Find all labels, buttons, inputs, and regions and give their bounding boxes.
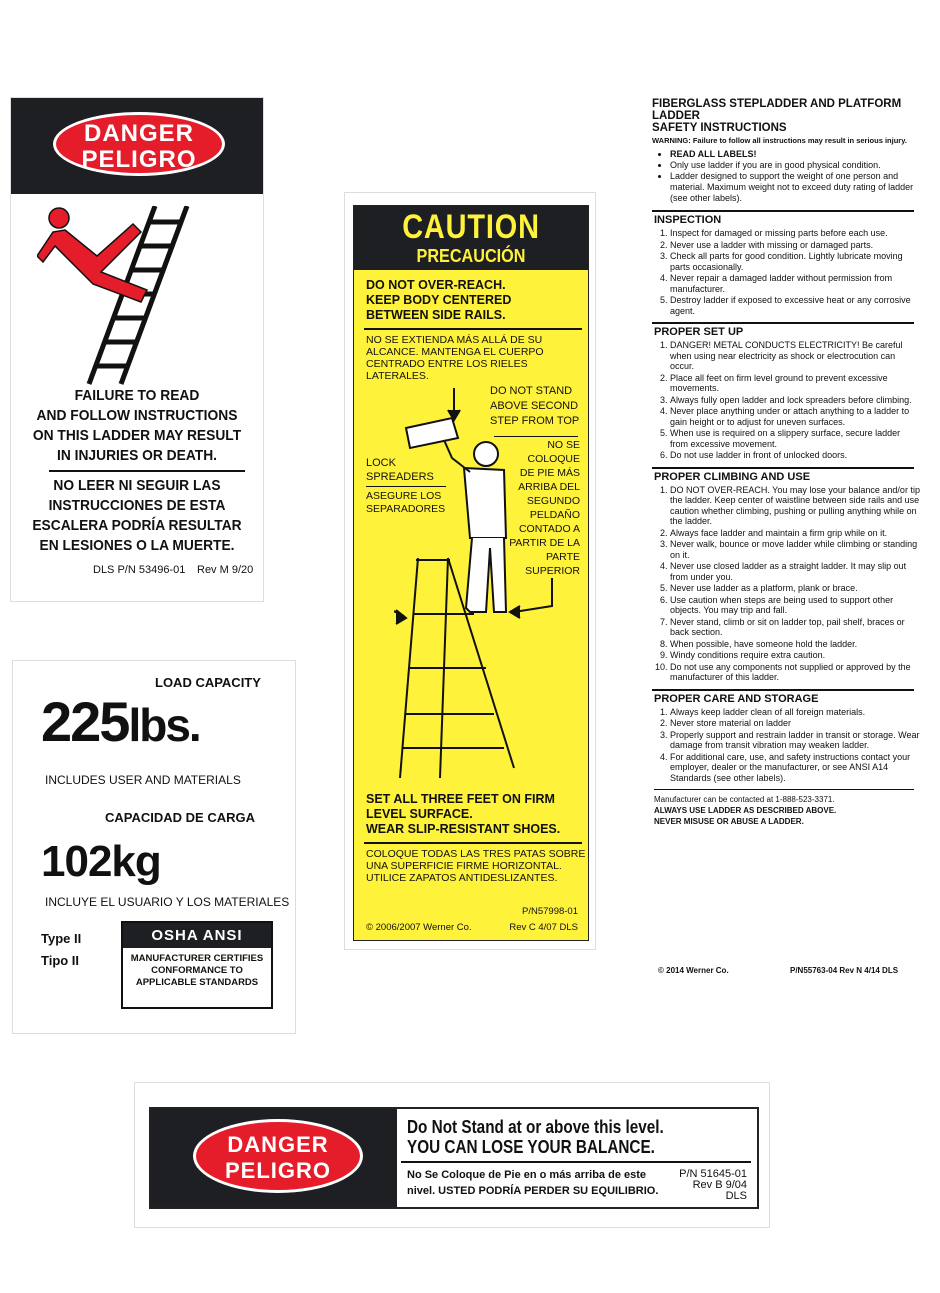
lbs-unit: lbs. <box>128 699 200 751</box>
load-capacity-title: LOAD CAPACITY <box>155 675 261 690</box>
section-heading: INSPECTION <box>654 214 722 226</box>
capacidad-title: CAPACIDAD DE CARGA <box>105 810 255 825</box>
list-item: 3. Never walk, bounce or move ladder while climbing or standing on it. <box>670 539 920 560</box>
text-line: SET ALL THREE FEET ON FIRM <box>366 792 555 806</box>
danger-label <box>10 97 264 602</box>
text-line: ALCANCE. MANTENGA EL CUERPO <box>366 346 544 358</box>
text-line: ARRIBA DEL <box>518 481 580 493</box>
danger-strip-header <box>151 1109 397 1207</box>
section-heading: PROPER SET UP <box>654 326 744 338</box>
text-line: UNA SUPERFICIE FIRME HORIZONTAL. <box>366 860 562 872</box>
text-line: NEVER MISUSE OR ABUSE A LADDER. <box>654 817 804 826</box>
text-line: STEP FROM TOP <box>490 415 580 427</box>
text-line: FAILURE TO READ <box>74 387 200 404</box>
danger-word: DANGER <box>227 1132 329 1157</box>
list-item: 1. Always keep ladder clean of all foreign materials. <box>670 707 920 718</box>
section-heading: PROPER CARE AND STORAGE <box>654 692 819 705</box>
text-line: ON THIS LADDER MAY RESULT <box>32 427 242 444</box>
caution-panel <box>353 205 589 941</box>
text-line: NO SE EXTIENDA MÁS ALLÁ DE SU <box>366 334 543 346</box>
peligro-word: PELIGRO <box>224 1158 331 1183</box>
no-stand-text <box>490 384 579 429</box>
list-item: 2. Never use a ladder with missing or damaged parts. <box>670 240 920 251</box>
danger-strip-frame <box>149 1107 759 1209</box>
list-item: 6. Do not use ladder in front of unlocked doors. <box>670 450 920 461</box>
part-number: P/N57998-01 <box>522 906 578 917</box>
kg-number: 102 <box>41 837 112 886</box>
text-line: ASEGURE LOS <box>366 490 442 502</box>
text-line: ABOVE SECOND <box>490 400 579 412</box>
list-item: 5. Destroy ladder if exposed to excessive heat or any corrosive agent. <box>670 295 920 316</box>
list-item: 5. When use is required on a slippery surface, secure ladder from excessive movement. <box>670 428 920 449</box>
intro-bullets <box>654 149 920 204</box>
text-line: DLS <box>725 1190 747 1202</box>
text-line: KEEP BODY CENTERED <box>366 293 512 307</box>
text-line: SUPERIOR <box>525 565 580 577</box>
list-item: 5. Never use ladder as a platform, plank or brace. <box>670 583 920 594</box>
list-item: 9. Windy conditions require extra caution. <box>670 650 920 661</box>
danger-header <box>11 98 263 194</box>
text-line: SEPARADORES <box>366 503 446 515</box>
text-line: PARTIR DE LA <box>509 537 580 549</box>
text-line: CONFORMANCE TO <box>151 965 243 976</box>
text-line: ALWAYS USE LADDER AS DESCRIBED ABOVE. <box>654 806 837 815</box>
text-line: SPREADERS <box>366 471 434 483</box>
list-item: 6. Use caution when steps are being used to support other objects. You may trip and fall. <box>670 595 920 616</box>
title-line: SAFETY INSTRUCTIONS <box>652 122 787 134</box>
list-item: 2. Place all feet on firm level ground to prevent excessive movements. <box>670 373 920 394</box>
list-item: 1. Inspect for damaged or missing parts before each use. <box>670 228 920 239</box>
divider <box>364 842 582 844</box>
revision: Rev M 9/20 <box>197 564 254 576</box>
list-item: • READ ALL LABELS! <box>670 149 920 160</box>
type-spanish: Tipo II <box>41 953 80 968</box>
divider <box>401 1161 751 1163</box>
text-line: No Se Coloque de Pie en o más arriba de este <box>407 1169 647 1181</box>
lock-spreaders-text <box>366 456 434 484</box>
warning-line-1: Do Not Stand at or above this level. <box>407 1117 664 1137</box>
peligro-word: PELIGRO <box>81 146 197 173</box>
falling-person-icon <box>37 206 237 386</box>
list-item: 10. Do not use any components not supplied or approved by the manufacturer of this ladder. <box>670 662 920 683</box>
caution-para-es <box>366 334 544 382</box>
divider <box>366 486 446 487</box>
asegure-text <box>366 490 445 516</box>
text-line: PELDAÑO <box>529 509 580 521</box>
lbs-value <box>41 689 200 754</box>
standards-title: OSHA ANSI <box>123 923 271 948</box>
section-heading: PROPER CLIMBING AND USE <box>654 470 811 483</box>
title-line: FIBERGLASS STEPLADDER AND PLATFORM LADDER <box>652 98 902 122</box>
text-line: CENTRADO ENTRE LOS RIELES <box>366 358 528 370</box>
caution-title: CAUTION <box>402 208 540 246</box>
text-line: BETWEEN SIDE RAILS. <box>366 308 506 322</box>
text-line: IN INJURIES OR DEATH. <box>57 447 217 464</box>
caution-para-en <box>366 278 511 323</box>
list-item: 1. DO NOT OVER-REACH. You may lose your balance and/or tip the ladder. Keep center of waistline between side rails and use caution whether climbing, pushing or pulling anything while on the ladder. <box>670 485 920 527</box>
divider <box>652 689 914 691</box>
danger-word: DANGER <box>83 120 194 147</box>
text-line: EN LESIONES O LA MUERTE. <box>39 537 235 554</box>
divider <box>494 436 578 437</box>
text-line: LATERALES. <box>366 370 429 382</box>
list-item: 4. For additional care, use, and safety instructions contact your employer, dealer or the manufacturer, or see ANSI A14 Standards (see other labels). <box>670 752 920 784</box>
danger-oval <box>53 112 225 176</box>
care-list <box>654 707 920 784</box>
list-item: 7. Never stand, climb or sit on ladder top, pail shelf, braces or back section. <box>670 617 920 638</box>
divider <box>364 328 582 330</box>
danger-spanish-text <box>21 476 253 556</box>
divider <box>652 210 914 212</box>
text-line: MANUFACTURER CERTIFIES <box>130 953 264 964</box>
text-line: LOCK <box>366 457 396 469</box>
setup-list <box>654 340 920 461</box>
safety-instructions-label <box>640 80 926 980</box>
divider <box>652 467 914 469</box>
caution-header <box>354 206 588 270</box>
list-item: 4. Never repair a damaged ladder without permission from manufacturer. <box>670 273 920 294</box>
standards-text <box>123 948 271 989</box>
text-line: DO NOT OVER-REACH. <box>366 278 506 292</box>
text-line: ESCALERA PODRÍA RESULTAR <box>32 517 242 534</box>
climbing-list <box>654 485 920 683</box>
kg-unit: kg <box>111 837 161 886</box>
text-line: Rev B 9/04 <box>692 1179 747 1191</box>
list-item: 1. DANGER! METAL CONDUCTS ELECTRICITY! Be careful when using near electricity as shock or electrocution can occur. <box>670 340 920 372</box>
text-line: DE PIE MÁS <box>519 467 580 479</box>
danger-level-label <box>134 1082 770 1228</box>
part-number: P/N55763-04 Rev N 4/14 DLS <box>790 966 899 975</box>
list-item: 4. Never place anything under or attach anything to a ladder to gain height or to adjust for uneven surfaces. <box>670 406 920 427</box>
list-item: • Ladder designed to support the weight of one person and material. Maximum weight not to exceed duty rating of ladder (see other labels). <box>670 171 920 204</box>
revision: Rev C 4/07 DLS <box>509 922 578 933</box>
list-item: • Only use ladder if you are in good physical condition. <box>670 160 920 171</box>
text-line: UTILICE ZAPATOS ANTIDESLIZANTES. <box>366 872 558 884</box>
spanish-warning <box>407 1167 658 1199</box>
text-line: WEAR SLIP-RESISTANT SHOES. <box>366 822 561 836</box>
instructions-title <box>652 98 926 134</box>
list-item: 2. Never store material on ladder <box>670 718 920 729</box>
text-line: DO NOT STAND <box>490 385 573 397</box>
inspection-list <box>654 228 920 316</box>
divider <box>652 322 914 324</box>
text-line: AND FOLLOW INSTRUCTIONS <box>36 407 238 424</box>
list-item: 8. When possible, have someone hold the ladder. <box>670 639 920 650</box>
instructions-footer <box>654 789 914 827</box>
includes-english: INCLUDES USER AND MATERIALS <box>45 773 241 787</box>
caution-feet-en <box>366 792 560 837</box>
text-line: APPLICABLE STANDARDS <box>135 977 259 988</box>
list-item: 3. Always fully open ladder and lock spreaders before climbing. <box>670 395 920 406</box>
caution-label <box>344 192 596 950</box>
text-line: INSTRUCCIONES DE ESTA <box>48 497 226 514</box>
text-line: COLOQUE TODAS LAS TRES PATAS SOBRE <box>366 848 586 860</box>
text-line: nivel. USTED PODRÍA PERDER SU EQUILIBRIO. <box>407 1185 659 1197</box>
text-line: NO SE COLOQUE <box>527 439 580 465</box>
danger-english-text <box>21 386 253 466</box>
caution-subtitle: PRECAUCIÓN <box>416 246 526 266</box>
load-capacity-label <box>12 660 296 1034</box>
standards-box <box>121 921 273 1009</box>
caution-feet-es <box>366 848 585 884</box>
warning-text: WARNING: Failure to follow all instructions may result in serious injury. <box>652 136 907 145</box>
text-line: Manufacturer can be contacted at 1-888-523-3371. <box>654 795 835 804</box>
kg-value <box>41 837 161 887</box>
text-line: CONTADO A <box>518 523 580 535</box>
danger-oval <box>193 1119 363 1193</box>
list-item: 3. Properly support and restrain ladder in transit or storage. Wear damage from transit vibration may weaken ladder. <box>670 730 920 751</box>
list-item: 2. Always face ladder and maintain a firm grip while on it. <box>670 528 920 539</box>
no-se-coloque-text <box>500 438 580 578</box>
type-english: Type II <box>41 931 82 946</box>
divider <box>49 470 245 472</box>
text-line: PARTE <box>545 551 580 563</box>
copyright: © 2014 Werner Co. <box>658 966 729 975</box>
part-number <box>679 1169 747 1202</box>
list-item: 4. Never use closed ladder as a straight ladder. It may slip out from under you. <box>670 561 920 582</box>
text-line: SEGUNDO <box>526 495 580 507</box>
part-number: DLS P/N 53496-01 <box>93 564 186 576</box>
text-line: NO LEER NI SEGUIR LAS <box>53 477 221 494</box>
list-item: 3. Check all parts for good condition. Lightly lubricate moving parts occasionally. <box>670 251 920 272</box>
text-line: LEVEL SURFACE. <box>366 807 473 821</box>
copyright: © 2006/2007 Werner Co. <box>366 922 472 933</box>
lbs-number: 225 <box>41 690 129 753</box>
text-line: P/N 51645-01 <box>679 1168 747 1180</box>
warning-line-2: YOU CAN LOSE YOUR BALANCE. <box>407 1137 655 1157</box>
includes-spanish: INCLUYE EL USUARIO Y LOS MATERIALES <box>45 895 290 909</box>
